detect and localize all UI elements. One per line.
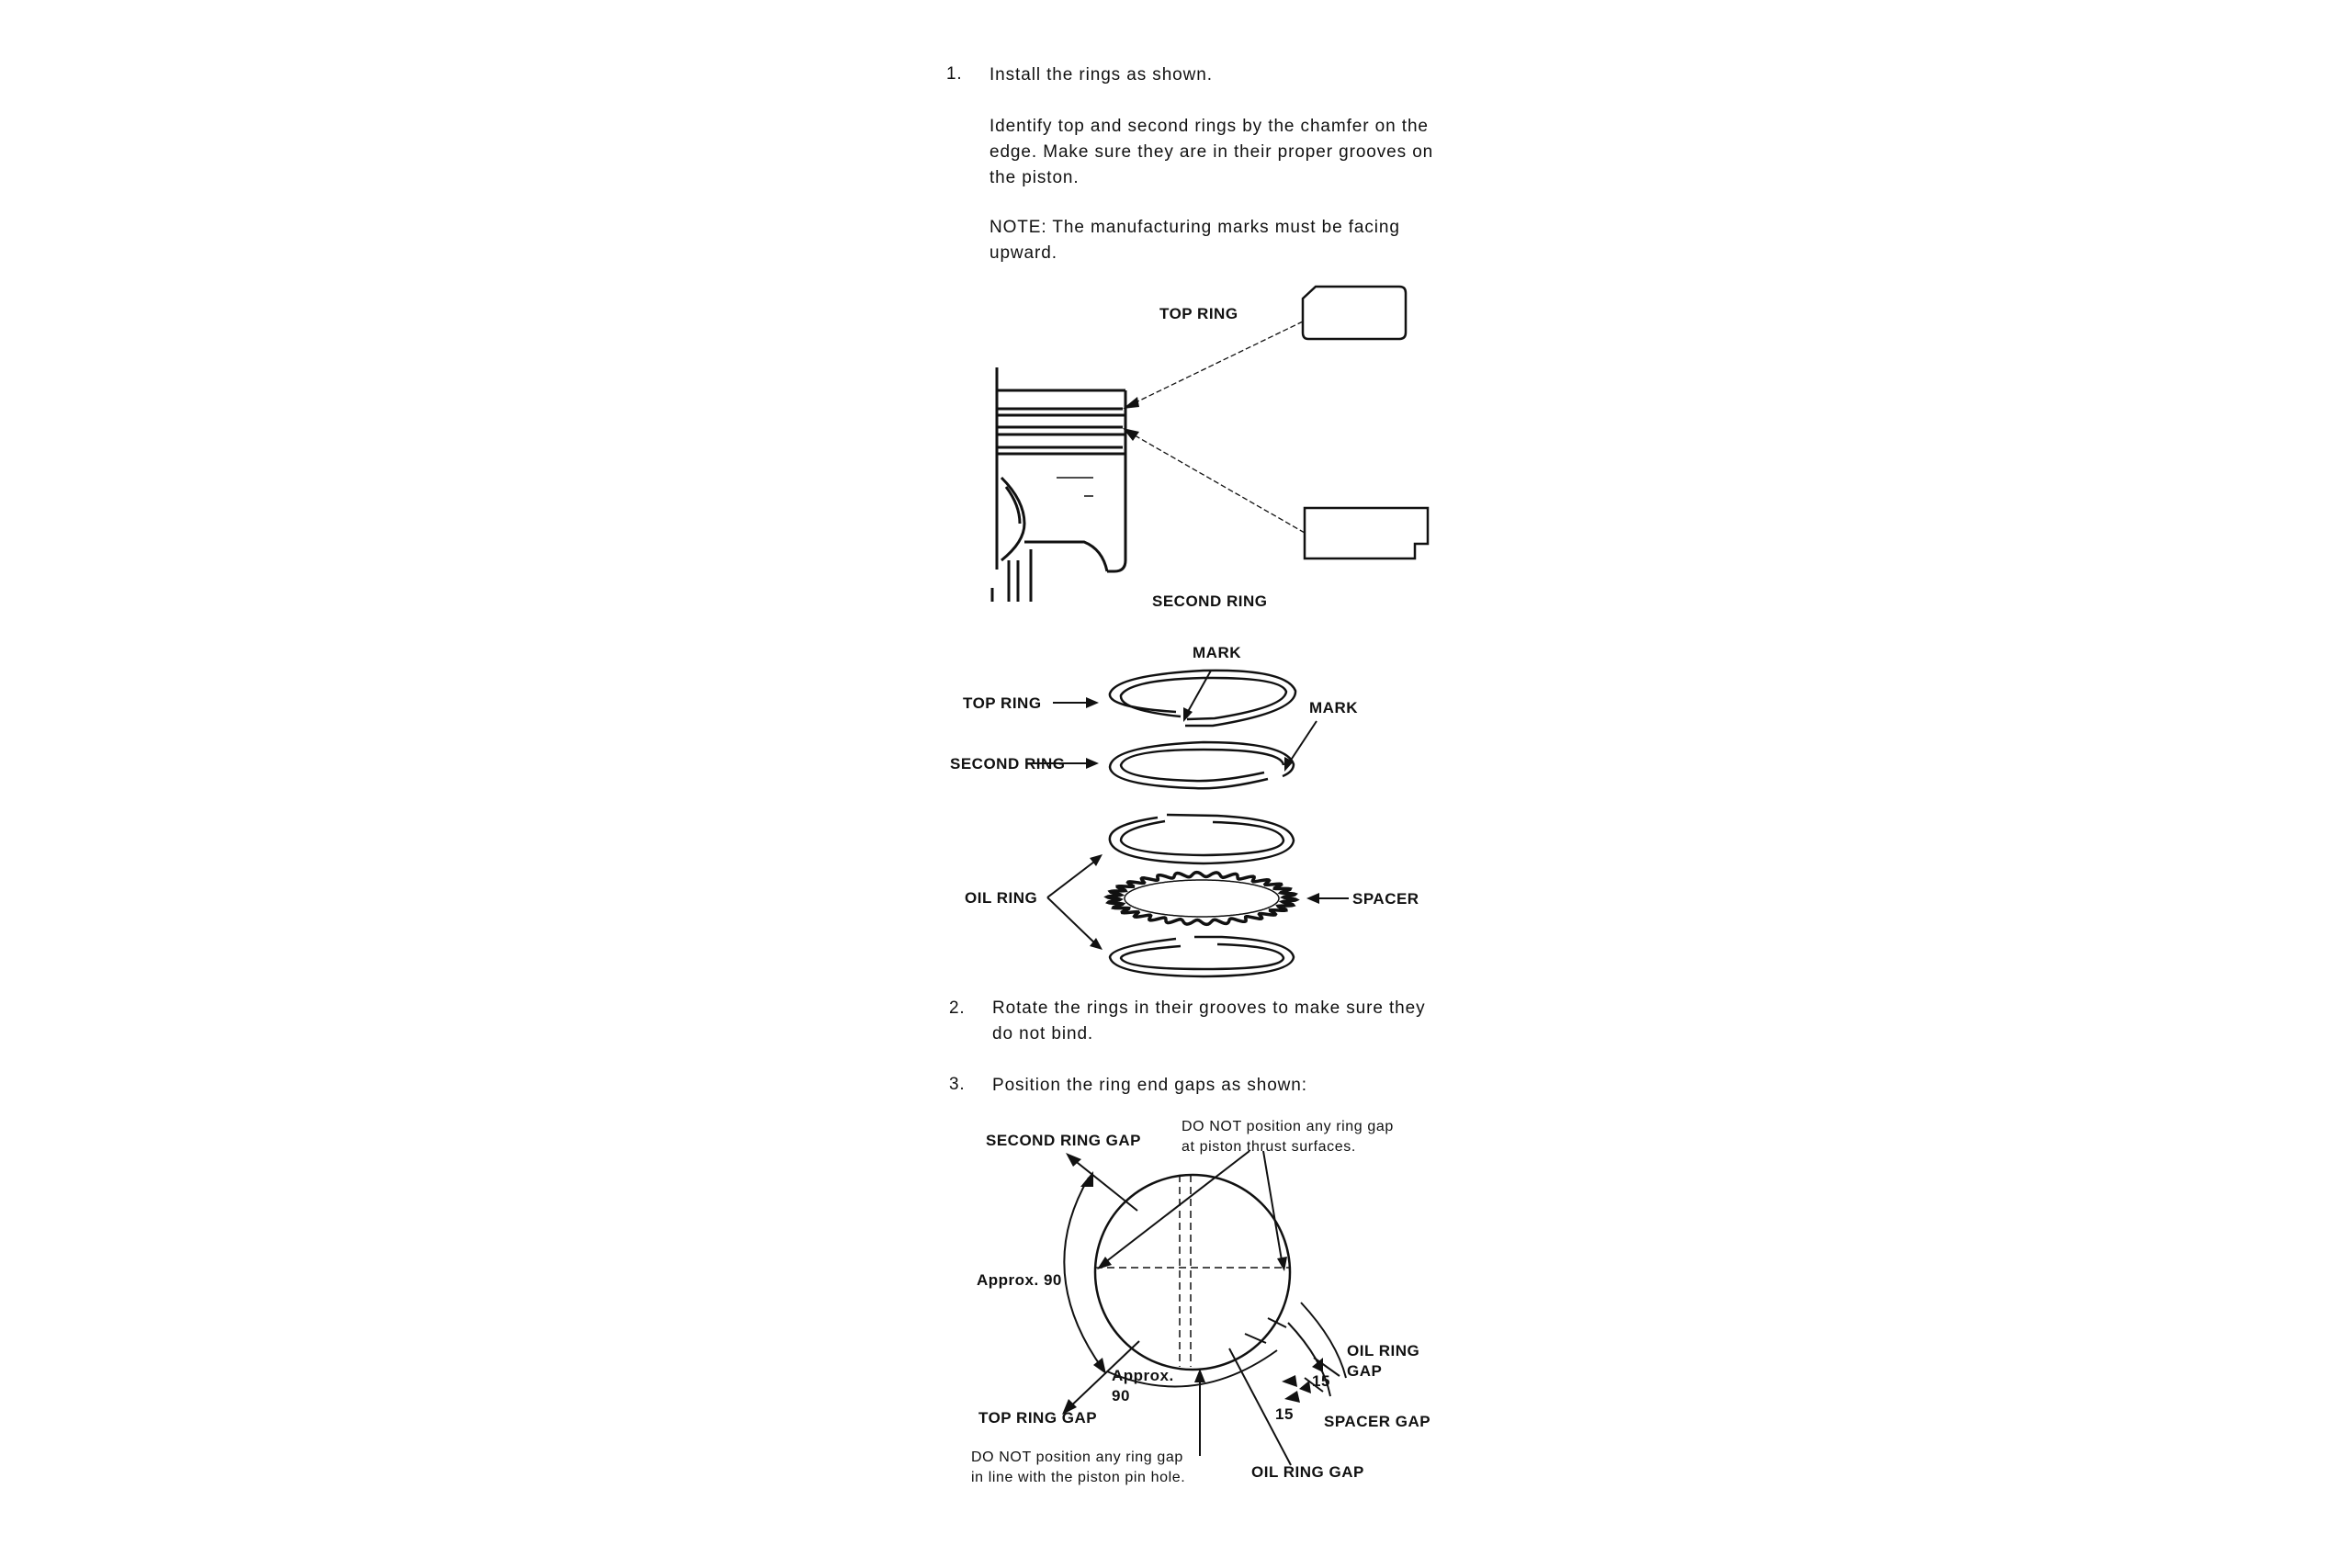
fig2-spacer-label: SPACER (1352, 890, 1419, 908)
fig3-thrust-note-line-2: at piston thrust surfaces. (1182, 1139, 1356, 1155)
thrust-surface-leaders (1101, 1151, 1283, 1266)
left-approx-90-arc (1064, 1178, 1102, 1369)
step-3-text: Position the ring end gaps as shown: (992, 1076, 1307, 1095)
fig2-oil-ring-label: OIL RING (965, 889, 1038, 907)
fig3-second-ring-gap-label: SECOND RING GAP (986, 1132, 1142, 1149)
fig3-oil-ring-gap-bottom-label: OIL RING GAP (1251, 1463, 1364, 1481)
step-1-note-line: NOTE: The manufacturing marks must be facing (989, 218, 1400, 237)
fig1-top-ring-label: TOP RING (1159, 305, 1238, 322)
gap-arrowhead-d (1299, 1381, 1311, 1393)
step-1-paragraph-line: edge. Make sure they are in their proper grooves on (989, 142, 1434, 162)
fig2-top-ring-label: TOP RING (963, 694, 1042, 712)
fig2-mark-top-label: MARK (1193, 644, 1241, 661)
pin-hole-arrowhead (1194, 1369, 1205, 1382)
step-2-line: do not bind. (992, 1024, 1094, 1043)
step-1-paragraph-line: the piston. (989, 168, 1080, 187)
fig3-15-angle-upper: 15 (1312, 1372, 1330, 1390)
gap-arrowhead-a (1282, 1375, 1297, 1387)
fig3-thrust-note-line-1: DO NOT position any ring gap (1182, 1119, 1394, 1134)
step-1-note-line: upward. (989, 243, 1057, 263)
step-2-number: 2. (949, 998, 966, 1018)
gap-arrowhead-b (1284, 1391, 1300, 1403)
fig3-pin-note-line-1: DO NOT position any ring gap (971, 1450, 1183, 1465)
fig2-second-ring-label: SECOND RING (950, 755, 1066, 773)
step-1-number: 1. (946, 64, 963, 84)
fig3-approx-90-bottom-line-1: Approx. (1112, 1367, 1174, 1384)
fig3-15-angle-lower: 15 (1275, 1405, 1294, 1423)
second-ring-gap-leader (1069, 1156, 1137, 1211)
step-1-text: Install the rings as shown. (989, 65, 1213, 85)
step-3-number: 3. (949, 1075, 966, 1094)
fig3-top-ring-gap-label: TOP RING GAP (978, 1409, 1098, 1427)
fig3-oil-ring-gap-right-line-1: OIL RING (1347, 1342, 1420, 1359)
fig3-spacer-gap-label: SPACER GAP (1324, 1413, 1431, 1430)
step-2-line: Rotate the rings in their grooves to make sure they (992, 998, 1426, 1018)
left-arc-arrowhead-bottom (1093, 1358, 1106, 1374)
thrust-arrowhead-right (1277, 1257, 1287, 1271)
fig3-oil-ring-gap-right-line-2: GAP (1347, 1362, 1383, 1380)
step-1-paragraph-line: Identify top and second rings by the chamfer on the (989, 117, 1429, 136)
fig3-approx-90-left-label: Approx. 90 (977, 1271, 1062, 1289)
fig3-pin-note-line-2: in line with the piston pin hole. (971, 1470, 1186, 1485)
fig3-approx-90-bottom-line-2: 90 (1112, 1387, 1130, 1404)
fig2-mark-second-label: MARK (1309, 699, 1358, 716)
fig1-second-ring-label: SECOND RING (1152, 592, 1268, 610)
